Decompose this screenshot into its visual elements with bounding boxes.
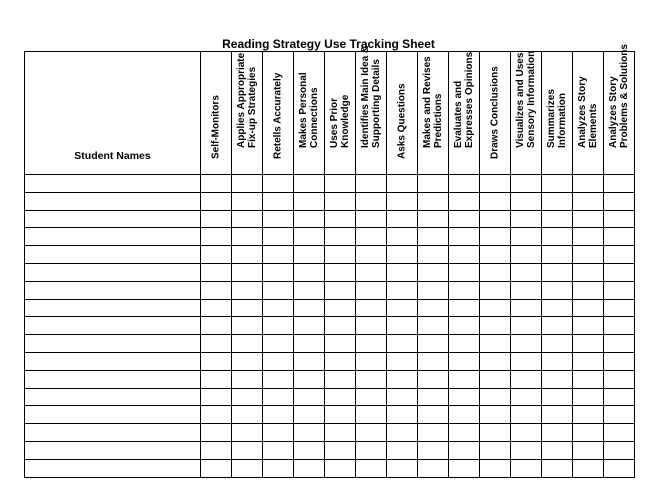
tracking-cell[interactable] — [604, 317, 635, 335]
tracking-cell[interactable] — [294, 424, 325, 442]
tracking-cell[interactable] — [201, 352, 232, 370]
tracking-cell[interactable] — [480, 335, 511, 353]
tracking-cell[interactable] — [294, 370, 325, 388]
tracking-cell[interactable] — [387, 406, 418, 424]
tracking-cell[interactable] — [325, 281, 356, 299]
table-row — [25, 406, 635, 424]
tracking-cell[interactable] — [387, 192, 418, 210]
tracking-cell[interactable] — [542, 175, 573, 193]
tracking-cell[interactable] — [294, 263, 325, 281]
student-name-cell[interactable] — [25, 388, 201, 406]
tracking-cell[interactable] — [449, 299, 480, 317]
tracking-cell[interactable] — [294, 441, 325, 459]
tracking-cell[interactable] — [604, 228, 635, 246]
student-name-cell[interactable] — [25, 406, 201, 424]
tracking-cell[interactable] — [511, 175, 542, 193]
tracking-cell[interactable] — [387, 335, 418, 353]
tracking-cell[interactable] — [387, 299, 418, 317]
tracking-cell[interactable] — [294, 281, 325, 299]
tracking-cell[interactable] — [480, 370, 511, 388]
tracking-cell[interactable] — [511, 388, 542, 406]
tracking-cell[interactable] — [480, 228, 511, 246]
tracking-cell[interactable] — [325, 228, 356, 246]
tracking-cell[interactable] — [480, 192, 511, 210]
tracking-cell[interactable] — [294, 459, 325, 477]
tracking-cell[interactable] — [387, 370, 418, 388]
table-row — [25, 299, 635, 317]
tracking-cell[interactable] — [356, 299, 387, 317]
tracking-cell[interactable] — [356, 281, 387, 299]
table-row — [25, 246, 635, 264]
tracking-cell[interactable] — [418, 388, 449, 406]
tracking-cell[interactable] — [449, 246, 480, 264]
tracking-cell[interactable] — [418, 352, 449, 370]
tracking-cell[interactable] — [418, 263, 449, 281]
tracking-cell[interactable] — [232, 299, 263, 317]
tracking-cell[interactable] — [232, 441, 263, 459]
tracking-cell[interactable] — [573, 406, 604, 424]
tracking-cell[interactable] — [449, 459, 480, 477]
tracking-cell[interactable] — [542, 263, 573, 281]
tracking-cell[interactable] — [542, 424, 573, 442]
tracking-cell[interactable] — [356, 175, 387, 193]
tracking-cell[interactable] — [480, 175, 511, 193]
student-name-cell[interactable] — [25, 192, 201, 210]
tracking-cell[interactable] — [418, 175, 449, 193]
student-name-cell[interactable] — [25, 370, 201, 388]
tracking-cell[interactable] — [511, 441, 542, 459]
tracking-cell[interactable] — [387, 175, 418, 193]
tracking-cell[interactable] — [449, 228, 480, 246]
header-row — [25, 52, 635, 175]
tracking-cell[interactable] — [449, 388, 480, 406]
tracking-cell[interactable] — [201, 459, 232, 477]
col-header-story-elements: Analyzes Story Elements — [573, 52, 604, 175]
tracking-cell[interactable] — [418, 210, 449, 228]
tracking-cell[interactable] — [511, 210, 542, 228]
tracking-cell[interactable] — [604, 459, 635, 477]
col-header-asks-questions: Asks Questions — [387, 52, 418, 175]
col-header-main-idea: Identifies Main Idea & Supporting Details — [356, 52, 387, 175]
tracking-cell[interactable] — [480, 388, 511, 406]
tracking-cell[interactable] — [263, 263, 294, 281]
table-row — [25, 263, 635, 281]
tracking-cell[interactable] — [201, 388, 232, 406]
tracking-cell[interactable] — [294, 192, 325, 210]
tracking-cell[interactable] — [480, 441, 511, 459]
tracking-cell[interactable] — [263, 210, 294, 228]
tracking-cell[interactable] — [263, 424, 294, 442]
tracking-cell[interactable] — [480, 281, 511, 299]
tracking-cell[interactable] — [232, 317, 263, 335]
tracking-cell[interactable] — [418, 281, 449, 299]
student-names-label: Student Names — [74, 150, 151, 162]
tracking-cell[interactable] — [201, 406, 232, 424]
student-name-cell[interactable] — [25, 317, 201, 335]
tracking-cell[interactable] — [418, 192, 449, 210]
tracking-cell[interactable] — [387, 228, 418, 246]
tracking-cell[interactable] — [542, 210, 573, 228]
tracking-cell[interactable] — [263, 406, 294, 424]
student-names-header — [25, 52, 201, 175]
tracking-cell[interactable] — [387, 424, 418, 442]
tracking-cell[interactable] — [356, 246, 387, 264]
tracking-cell[interactable] — [604, 175, 635, 193]
tracking-cell[interactable] — [542, 299, 573, 317]
student-name-cell[interactable] — [25, 459, 201, 477]
table-row — [25, 459, 635, 477]
tracking-cell[interactable] — [263, 175, 294, 193]
tracking-cell[interactable] — [201, 228, 232, 246]
student-name-cell[interactable] — [25, 210, 201, 228]
tracking-cell[interactable] — [542, 335, 573, 353]
tracking-cell[interactable] — [232, 228, 263, 246]
tracking-cell[interactable] — [573, 192, 604, 210]
tracking-cell[interactable] — [542, 406, 573, 424]
tracking-cell[interactable] — [263, 459, 294, 477]
student-name-cell[interactable] — [25, 175, 201, 193]
col-header-problems-solutions: Analyzes Story Problems & Solutions — [604, 52, 635, 175]
tracking-cell[interactable] — [573, 246, 604, 264]
sheet-title: Reading Strategy Use Tracking Sheet — [222, 37, 435, 51]
tracking-cell[interactable] — [232, 175, 263, 193]
table-row — [25, 424, 635, 442]
tracking-cell[interactable] — [542, 228, 573, 246]
tracking-cell[interactable] — [232, 406, 263, 424]
tracking-cell[interactable] — [325, 263, 356, 281]
tracking-cell[interactable] — [418, 335, 449, 353]
table-row — [25, 388, 635, 406]
tracking-cell[interactable] — [201, 192, 232, 210]
tracking-cell[interactable] — [325, 352, 356, 370]
tracking-cell[interactable] — [294, 210, 325, 228]
tracking-cell[interactable] — [263, 317, 294, 335]
tracking-cell[interactable] — [511, 246, 542, 264]
tracking-cell[interactable] — [232, 210, 263, 228]
tracking-cell[interactable] — [480, 459, 511, 477]
tracking-cell[interactable] — [418, 370, 449, 388]
tracking-cell[interactable] — [573, 281, 604, 299]
tracking-cell[interactable] — [263, 246, 294, 264]
tracking-cell[interactable] — [511, 228, 542, 246]
student-name-cell[interactable] — [25, 335, 201, 353]
tracking-cell[interactable] — [325, 459, 356, 477]
tracking-cell[interactable] — [480, 424, 511, 442]
tracking-cell[interactable] — [418, 299, 449, 317]
student-name-cell[interactable] — [25, 281, 201, 299]
tracking-cell[interactable] — [604, 388, 635, 406]
col-header-connections: Makes Personal Connections — [294, 52, 325, 175]
tracking-cell[interactable] — [294, 317, 325, 335]
tracking-cell[interactable] — [418, 441, 449, 459]
tracking-cell[interactable] — [263, 370, 294, 388]
tracking-cell[interactable] — [263, 281, 294, 299]
student-name-cell[interactable] — [25, 228, 201, 246]
tracking-cell[interactable] — [232, 192, 263, 210]
tracking-cell[interactable] — [542, 459, 573, 477]
tracking-cell[interactable] — [573, 459, 604, 477]
tracking-cell[interactable] — [418, 246, 449, 264]
tracking-cell[interactable] — [449, 441, 480, 459]
tracking-cell[interactable] — [449, 335, 480, 353]
tracking-cell[interactable] — [480, 317, 511, 335]
tracking-cell[interactable] — [232, 459, 263, 477]
table-row — [25, 317, 635, 335]
tracking-cell[interactable] — [294, 406, 325, 424]
tracking-cell[interactable] — [356, 406, 387, 424]
table-row — [25, 335, 635, 353]
tracking-cell[interactable] — [449, 406, 480, 424]
tracking-cell[interactable] — [573, 352, 604, 370]
tracking-cell[interactable] — [418, 317, 449, 335]
tracking-cell[interactable] — [573, 335, 604, 353]
tracking-cell[interactable] — [356, 352, 387, 370]
tracking-cell[interactable] — [449, 263, 480, 281]
tracking-cell[interactable] — [325, 246, 356, 264]
tracking-cell[interactable] — [232, 263, 263, 281]
tracking-cell[interactable] — [356, 317, 387, 335]
table-row — [25, 228, 635, 246]
tracking-cell[interactable] — [604, 335, 635, 353]
tracking-cell[interactable] — [325, 388, 356, 406]
tracking-cell[interactable] — [201, 210, 232, 228]
tracking-cell[interactable] — [511, 459, 542, 477]
col-header-fix-up: Applies Appropriate Fix-up Strategies — [232, 52, 263, 175]
tracking-cell[interactable] — [356, 441, 387, 459]
table-row — [25, 192, 635, 210]
tracking-cell[interactable] — [604, 192, 635, 210]
tracking-cell[interactable] — [449, 370, 480, 388]
tracking-cell[interactable] — [201, 441, 232, 459]
tracking-cell[interactable] — [263, 441, 294, 459]
tracking-cell[interactable] — [232, 370, 263, 388]
student-name-cell[interactable] — [25, 299, 201, 317]
tracking-cell[interactable] — [573, 317, 604, 335]
col-header-opinions: Evaluates and Expresses Opinions — [449, 52, 480, 175]
tracking-cell[interactable] — [232, 335, 263, 353]
student-name-cell[interactable] — [25, 352, 201, 370]
tracking-cell[interactable] — [480, 210, 511, 228]
tracking-cell[interactable] — [449, 317, 480, 335]
tracking-cell[interactable] — [201, 246, 232, 264]
tracking-cell[interactable] — [511, 370, 542, 388]
tracking-cell[interactable] — [294, 352, 325, 370]
tracking-cell[interactable] — [573, 441, 604, 459]
tracking-cell[interactable] — [449, 175, 480, 193]
tracking-cell[interactable] — [604, 424, 635, 442]
tracking-cell[interactable] — [542, 370, 573, 388]
student-name-cell[interactable] — [25, 424, 201, 442]
tracking-cell[interactable] — [573, 299, 604, 317]
tracking-cell[interactable] — [263, 228, 294, 246]
tracking-cell[interactable] — [356, 459, 387, 477]
tracking-cell[interactable] — [201, 317, 232, 335]
tracking-cell[interactable] — [480, 406, 511, 424]
tracking-cell[interactable] — [356, 388, 387, 406]
tracking-cell[interactable] — [325, 317, 356, 335]
tracking-cell[interactable] — [325, 370, 356, 388]
tracking-cell[interactable] — [604, 281, 635, 299]
tracking-cell[interactable] — [356, 370, 387, 388]
tracking-cell[interactable] — [294, 175, 325, 193]
tracking-cell[interactable] — [418, 406, 449, 424]
tracking-cell[interactable] — [480, 299, 511, 317]
tracking-cell[interactable] — [604, 263, 635, 281]
tracking-cell[interactable] — [232, 281, 263, 299]
student-name-cell[interactable] — [25, 263, 201, 281]
tracking-cell[interactable] — [511, 299, 542, 317]
tracking-cell[interactable] — [387, 388, 418, 406]
tracking-cell[interactable] — [356, 192, 387, 210]
tracking-cell[interactable] — [387, 459, 418, 477]
tracking-cell[interactable] — [232, 352, 263, 370]
tracking-cell[interactable] — [604, 352, 635, 370]
tracking-cell[interactable] — [604, 370, 635, 388]
tracking-cell[interactable] — [325, 299, 356, 317]
tracking-cell[interactable] — [201, 335, 232, 353]
tracking-cell[interactable] — [387, 352, 418, 370]
tracking-cell[interactable] — [387, 246, 418, 264]
col-header-conclusions: Draws Conclusions — [480, 52, 511, 175]
tracking-cell[interactable] — [294, 388, 325, 406]
tracking-cell[interactable] — [449, 192, 480, 210]
tracking-cell[interactable] — [604, 246, 635, 264]
table-row — [25, 175, 635, 193]
tracking-cell[interactable] — [387, 210, 418, 228]
student-name-cell[interactable] — [25, 246, 201, 264]
tracking-cell[interactable] — [387, 281, 418, 299]
tracking-cell[interactable] — [418, 424, 449, 442]
tracking-cell[interactable] — [232, 388, 263, 406]
tracking-cell[interactable] — [573, 263, 604, 281]
tracking-cell[interactable] — [201, 281, 232, 299]
tracking-cell[interactable] — [387, 263, 418, 281]
tracking-cell[interactable] — [604, 299, 635, 317]
tracking-cell[interactable] — [418, 459, 449, 477]
tracking-cell[interactable] — [480, 352, 511, 370]
tracking-cell[interactable] — [356, 263, 387, 281]
tracking-cell[interactable] — [294, 246, 325, 264]
col-header-prior-knowledge: Uses Prior Knowledge — [325, 52, 356, 175]
tracking-cell[interactable] — [325, 175, 356, 193]
tracking-cell[interactable] — [294, 335, 325, 353]
tracking-cell[interactable] — [542, 317, 573, 335]
tracking-cell[interactable] — [449, 352, 480, 370]
tracking-cell[interactable] — [573, 210, 604, 228]
tracking-cell[interactable] — [356, 228, 387, 246]
tracking-cell[interactable] — [542, 281, 573, 299]
tracking-cell[interactable] — [449, 281, 480, 299]
tracking-cell[interactable] — [232, 246, 263, 264]
tracking-cell[interactable] — [604, 406, 635, 424]
tracking-cell[interactable] — [263, 352, 294, 370]
tracking-cell[interactable] — [325, 424, 356, 442]
tracking-cell[interactable] — [511, 406, 542, 424]
tracking-cell[interactable] — [542, 246, 573, 264]
tracking-cell[interactable] — [542, 352, 573, 370]
col-header-visualizes: Visualizes and Uses Sensory Information — [511, 52, 542, 175]
tracking-cell[interactable] — [356, 424, 387, 442]
tracking-cell[interactable] — [511, 352, 542, 370]
tracking-cell[interactable] — [480, 246, 511, 264]
table-body — [25, 175, 635, 478]
tracking-cell[interactable] — [201, 424, 232, 442]
tracking-cell[interactable] — [232, 424, 263, 442]
tracking-cell[interactable] — [201, 370, 232, 388]
tracking-cell[interactable] — [542, 388, 573, 406]
tracking-cell[interactable] — [449, 424, 480, 442]
tracking-cell[interactable] — [201, 299, 232, 317]
tracking-cell[interactable] — [325, 406, 356, 424]
tracking-cell[interactable] — [325, 441, 356, 459]
tracking-cell[interactable] — [387, 317, 418, 335]
tracking-cell[interactable] — [604, 210, 635, 228]
tracking-cell[interactable] — [201, 263, 232, 281]
tracking-cell[interactable] — [573, 388, 604, 406]
tracking-cell[interactable] — [511, 424, 542, 442]
tracking-cell[interactable] — [604, 441, 635, 459]
tracking-cell[interactable] — [573, 424, 604, 442]
tracking-cell[interactable] — [356, 335, 387, 353]
tracking-cell[interactable] — [325, 192, 356, 210]
table-row — [25, 370, 635, 388]
tracking-cell[interactable] — [511, 317, 542, 335]
table-row — [25, 210, 635, 228]
col-header-summarizes: Summarizes Information — [542, 52, 573, 175]
tracking-cell[interactable] — [573, 175, 604, 193]
tracking-cell[interactable] — [573, 370, 604, 388]
tracking-cell[interactable] — [511, 335, 542, 353]
tracking-cell[interactable] — [263, 299, 294, 317]
col-header-predictions: Makes and Revises Predictions — [418, 52, 449, 175]
tracking-cell[interactable] — [294, 299, 325, 317]
col-header-retells: Retells Accurately — [263, 52, 294, 175]
tracking-cell[interactable] — [263, 388, 294, 406]
tracking-cell[interactable] — [511, 281, 542, 299]
tracking-cell[interactable] — [418, 228, 449, 246]
tracking-cell[interactable] — [325, 210, 356, 228]
tracking-cell[interactable] — [449, 210, 480, 228]
tracking-cell[interactable] — [325, 335, 356, 353]
student-name-cell[interactable] — [25, 441, 201, 459]
table-row — [25, 441, 635, 459]
tracking-cell[interactable] — [573, 228, 604, 246]
tracking-cell[interactable] — [294, 228, 325, 246]
tracking-cell[interactable] — [480, 263, 511, 281]
tracking-cell[interactable] — [387, 441, 418, 459]
table-row — [25, 281, 635, 299]
tracking-cell[interactable] — [356, 210, 387, 228]
tracking-cell[interactable] — [263, 192, 294, 210]
tracking-cell[interactable] — [542, 441, 573, 459]
tracking-cell[interactable] — [263, 335, 294, 353]
tracking-cell[interactable] — [511, 263, 542, 281]
tracking-cell[interactable] — [511, 192, 542, 210]
col-header-self-monitors: Self-Monitors — [201, 52, 232, 175]
table-row — [25, 352, 635, 370]
tracking-cell[interactable] — [201, 175, 232, 193]
tracking-cell[interactable] — [542, 192, 573, 210]
